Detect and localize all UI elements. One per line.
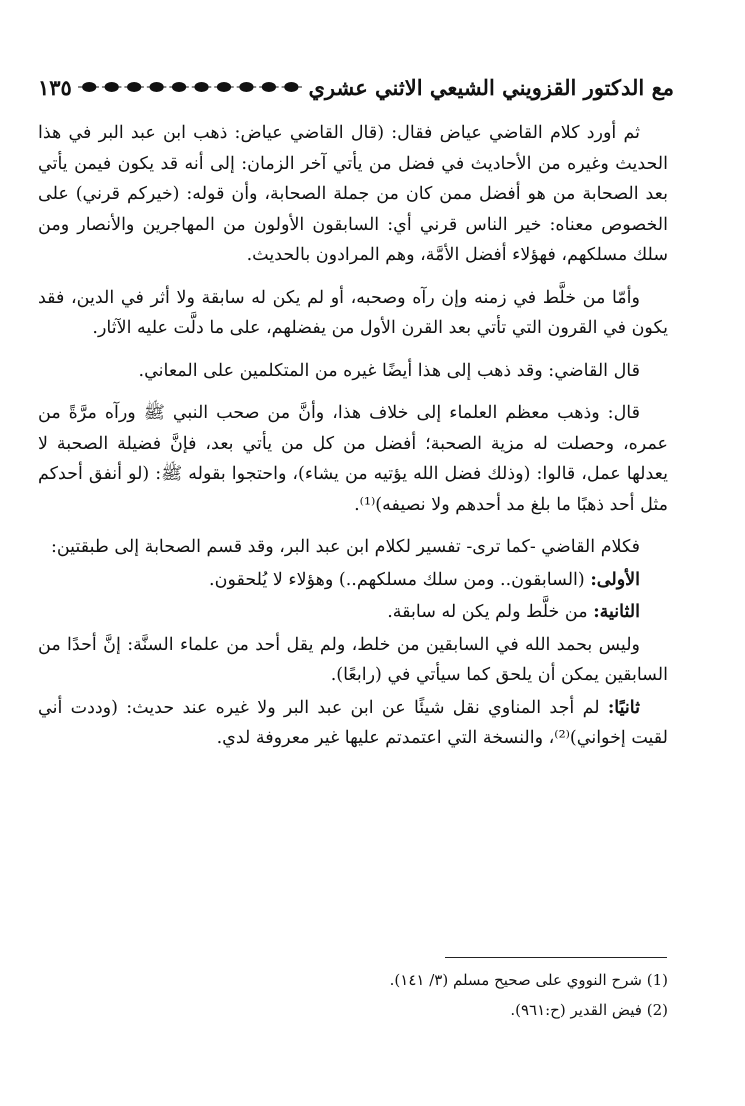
paragraph: قال: وذهب معظم العلماء إلى خلاف هذا، وأنَّ من صحب النبي ﷺ ورآه مرَّةً من عمره، وحصلت له مزية الصحبة؛ أفضل من كل من يأتي بعد، فإنَّ فضيلة الصحبة لا يعدلها عمل، قالوا: (وذلك فضل الله يؤتيه من يشاء)، واحتجوا بقوله ﷺ: (لو أنفق أحدكم مثل أحد ذهبًا ما بلغ مد أحدهم ولا نصيفه)⁽¹⁾. xyxy=(38,403,668,515)
paragraph: ثم أورد كلام القاضي عياض فقال: (قال القاضي عياض: ذهب ابن عبد البر في هذا الحديث وغيره من الأحاديث في فضل من يأتي آخر الزمان: إلى أنه قد يكون فيمن يأتي بعد الصحابة من هو أفضل ممن كان من جملة الصحابة، وأن قوله: (خيركم قرني) على الخصوص معناه: خير الناس قرني أي: السابقون الأولون من المهاجرين والأنصار ومن سلك مسلكهم، فهؤلاء أفضل الأمَّة، وهم المرادون بالحديث. xyxy=(38,123,668,265)
second-point xyxy=(38,693,668,754)
paragraph: وليس بحمد الله في السابقين من خلط، ولم يقل أحد من علماء السنَّة: إنَّ أحدًا من السابقين يمكن أن يلحق كما سيأتي في (رابعًا). xyxy=(38,634,668,685)
point-label: ثانيًا: xyxy=(607,697,640,718)
footnotes xyxy=(38,965,668,1025)
footnote: (1) شرح النووي على صحيح مسلم (٣/ ١٤١). xyxy=(389,971,668,989)
item-label: الأولى: xyxy=(590,569,640,590)
main-text xyxy=(38,118,668,766)
summary-first-item xyxy=(38,565,668,596)
paragraph: وأمّا من خلَّط في زمنه وإن رآه وصحبه، أو لم يكن له سابقة ولا أثر في الدين، فقد يكون في القرون التي تأتي بعد القرن الأول من يفضلهم، على ما دلَّت عليه الآثار. xyxy=(38,287,668,338)
footnote: (2) فيض القدير (ح:٩٦١). xyxy=(510,1001,668,1019)
item-label: الثانية: xyxy=(593,602,640,622)
header-title: مع الدكتور القزويني الشيعي الاثني عشري xyxy=(308,74,674,100)
page-number: ١٣٥ xyxy=(38,74,72,100)
item-text: من خلَّط ولم يكن له سابقة. xyxy=(387,602,594,622)
point-text: لم أجد المناوي نقل شيئًا عن ابن عبد البر ولا غيره عند حديث: (وددت أني لقيت إخواني)⁽²⁾، والنسخة التي اعتمدتم عليها غير معروفة لدي. xyxy=(38,697,668,748)
running-header xyxy=(38,70,674,104)
header-ornament xyxy=(78,79,303,95)
paragraph: قال القاضي: وقد ذهب إلى هذا أيضًا غيره من المتكلمين على المعاني. xyxy=(138,360,640,381)
item-text: (السابقون.. ومن سلك مسلكهم..) وهؤلاء لا يُلحقون. xyxy=(209,569,591,590)
summary-second-item xyxy=(38,597,668,628)
summary-intro: فكلام القاضي -كما ترى- تفسير لكلام ابن عبد البر، وقد قسم الصحابة إلى طبقتين: xyxy=(50,537,640,557)
footnote-separator xyxy=(445,957,667,958)
